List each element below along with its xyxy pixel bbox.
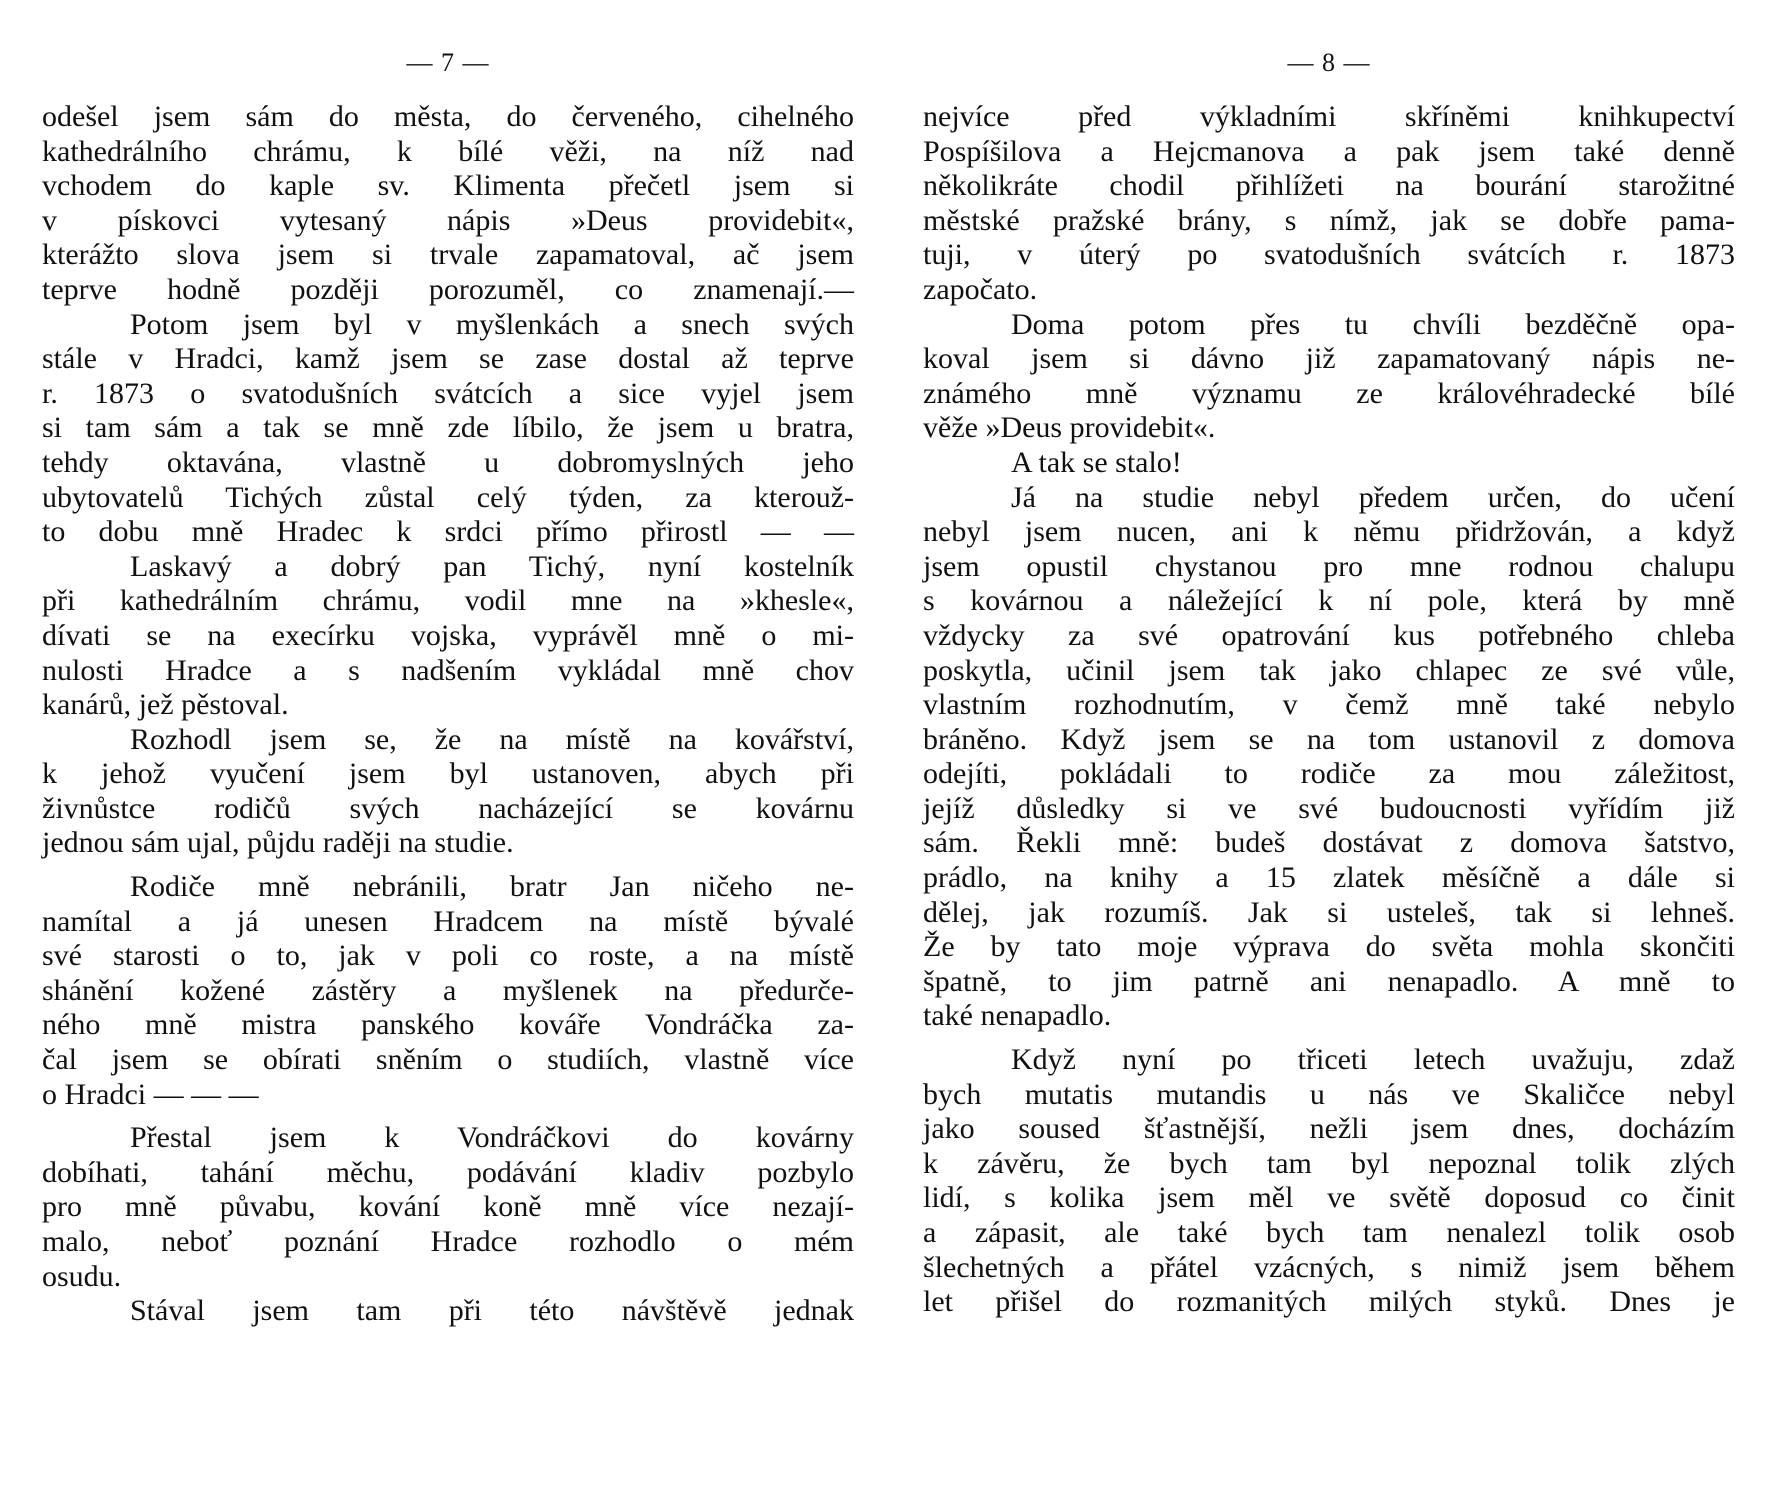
text-line: bych mutatis mutandis u nás ve Skaličce nebyl (923, 1077, 1735, 1111)
text-line: vlastním rozhodnutím, v čemž mně také nebylo (923, 688, 1735, 722)
text-line: Potom jsem byl v myšlenkách a snech svých (130, 307, 854, 341)
text-line: šlechetných a přátel vzácných, s nimiž jsem během (923, 1250, 1735, 1284)
text-line: jsem opustil chystanou pro mne rodnou chalupu (923, 549, 1735, 583)
text-line: několikráte chodil přihlížeti na bourání starožitné (923, 169, 1735, 203)
text-line: Když nyní po třiceti letech uvažuju, zdaž (1011, 1043, 1735, 1077)
text-line: o Hradci — — — (42, 1077, 259, 1111)
text-line: teprve hodně později porozuměl, co znamenají.— (42, 272, 854, 306)
text-line: Pospíšilova a Hejcmanova a pak jsem také denně (923, 134, 1735, 168)
text-line: odejíti, pokládali to rodiče za mou záležitost, (923, 757, 1735, 791)
text-line: jejíž důsledky si ve své budoucnosti vyřídím již (923, 791, 1735, 825)
text-line: Že by tato moje výprava do světa mohla skončiti (923, 930, 1735, 964)
text-line: poskytla, učinil jsem tak jako chlapec ze své vůle, (923, 653, 1735, 687)
text-line: prádlo, na knihy a 15 zlatek měsíčně a dále si (923, 861, 1735, 895)
text-line: a zápasit, ale také bych tam nenalezl tolik osob (923, 1216, 1735, 1249)
text-line: namítal a já unesen Hradcem na místě bývalé (42, 904, 854, 938)
text-line: k závěru, že bych tam byl nepoznal tolik zlých (923, 1146, 1735, 1180)
text-line: dělej, jak rozumíš. Jak si usteleš, tak si lehneš. (923, 895, 1735, 929)
text-line: čal jsem se obírati sněním o studiích, vlastně více (42, 1043, 854, 1077)
text-line: kathedrálního chrámu, k bílé věži, na níž nad (42, 134, 854, 168)
right-page (923, 0, 1735, 1500)
text-line: Laskavý a dobrý pan Tichý, nyní kostelník (130, 549, 854, 583)
text-line: městské pražské brány, s nímž, jak se dobře pama- (923, 203, 1735, 237)
left-page (42, 0, 854, 1500)
text-line: známého mně významu ze královéhradecké bílé (923, 376, 1735, 410)
text-line: let přišel do rozmanitých milých styků. Dnes je (923, 1285, 1735, 1319)
text-line: své starosti o to, jak v poli co roste, a na místě (42, 939, 854, 973)
text-line: nejvíce před výkladními skříněmi knihkupectví (923, 100, 1735, 133)
text-line: započato. (923, 272, 1038, 306)
text-line: jednou sám ujal, půjdu raději na studie. (42, 826, 514, 860)
text-line: lidí, s kolika jsem měl ve světě doposud co činit (923, 1181, 1735, 1215)
page-number: — 7 — (406, 48, 490, 77)
text-line: si tam sám a tak se mně zde líbilo, že jsem u bratra, (42, 411, 854, 445)
text-line: osudu. (42, 1259, 122, 1293)
text-line: při kathedrálním chrámu, vodil mne na »khesle«, (42, 584, 854, 618)
text-line: také nenapadlo. (923, 999, 1112, 1033)
text-line: malo, neboť poznání Hradce rozhodlo o mém (42, 1225, 854, 1258)
text-line: Já na studie nebyl předem určen, do učení (1011, 480, 1735, 514)
text-line: bráněno. Když jsem se na tom ustanovil z domova (923, 722, 1735, 756)
text-line: ubytovatelů Tichých zůstal celý týden, za kterouž- (42, 480, 854, 514)
text-line: k jehož vyučení jsem byl ustanoven, abych při (42, 757, 854, 791)
text-line: Doma potom přes tu chvíli bezděčně opa- (1011, 307, 1735, 341)
text-line: tehdy oktavána, vlastně u dobromyslných jeho (42, 445, 854, 479)
text-line: stále v Hradci, kamž jsem se zase dostal až teprve (42, 342, 854, 376)
text-line: s kovárnou a náležející k ní pole, která by mně (923, 584, 1735, 618)
text-line: nebyl jsem nucen, ani k němu přidržován, a když (923, 515, 1735, 549)
text-line: věže »Deus providebit«. (923, 411, 1216, 445)
text-line: A tak se stalo! (1011, 445, 1182, 479)
page-text (923, 100, 1735, 1320)
text-line: špatně, to jim patrně ani nenapadlo. A mně to (923, 964, 1735, 998)
text-line: Rozhodl jsem se, že na místě na kovářství, (130, 722, 854, 756)
text-line: Stával jsem tam při této návštěvě jednak (130, 1294, 854, 1328)
page-number: — 8 — (1287, 48, 1371, 77)
text-line: r. 1873 o svatodušních svátcích a sice vyjel jsem (42, 376, 854, 410)
text-line: nulosti Hradce a s nadšením vykládal mně chov (42, 653, 854, 687)
text-line: koval jsem si dávno již zapamatovaný nápis ne- (923, 342, 1735, 376)
text-line: vždycky za své opatrování kus potřebného chleba (923, 618, 1735, 652)
text-line: v pískovci vytesaný nápis »Deus providebit«, (42, 203, 854, 237)
text-line: jako soused šťastnější, nežli jsem dnes, docházím (923, 1112, 1735, 1146)
text-line: Rodiče mně nebránili, bratr Jan ničeho ne- (130, 870, 854, 904)
text-line: živnůstce rodičů svých nacházející se kovárnu (42, 791, 854, 825)
text-line: odešel jsem sám do města, do červeného, cihelného (42, 100, 854, 133)
text-line: kterážto slova jsem si trvale zapamatoval, ač jsem (42, 238, 854, 272)
page-text (42, 100, 854, 1329)
text-line: shánění kožené zástěry a myšlenek na předurče- (42, 973, 854, 1007)
text-line: dobíhati, tahání měchu, podávání kladiv pozbylo (42, 1155, 854, 1189)
text-line: sám. Řekli mně: budeš dostávat z domova šatstvo, (923, 826, 1735, 860)
text-line: kanárů, jež pěstoval. (42, 688, 289, 722)
text-line: to dobu mně Hradec k srdci přímo přirostl — — (42, 515, 854, 549)
text-line: tuji, v úterý po svatodušních svátcích r. 1873 (923, 238, 1735, 272)
text-line: Přestal jsem k Vondráčkovi do kovárny (130, 1121, 854, 1155)
text-line: vchodem do kaple sv. Klimenta přečetl jsem si (42, 169, 854, 203)
text-line: dívati se na execírku vojska, vyprávěl mně o mi- (42, 618, 854, 652)
text-line: ného mně mistra panského kováře Vondráčka za- (42, 1008, 854, 1042)
text-line: pro mně půvabu, kování koně mně více nezají- (42, 1190, 854, 1224)
